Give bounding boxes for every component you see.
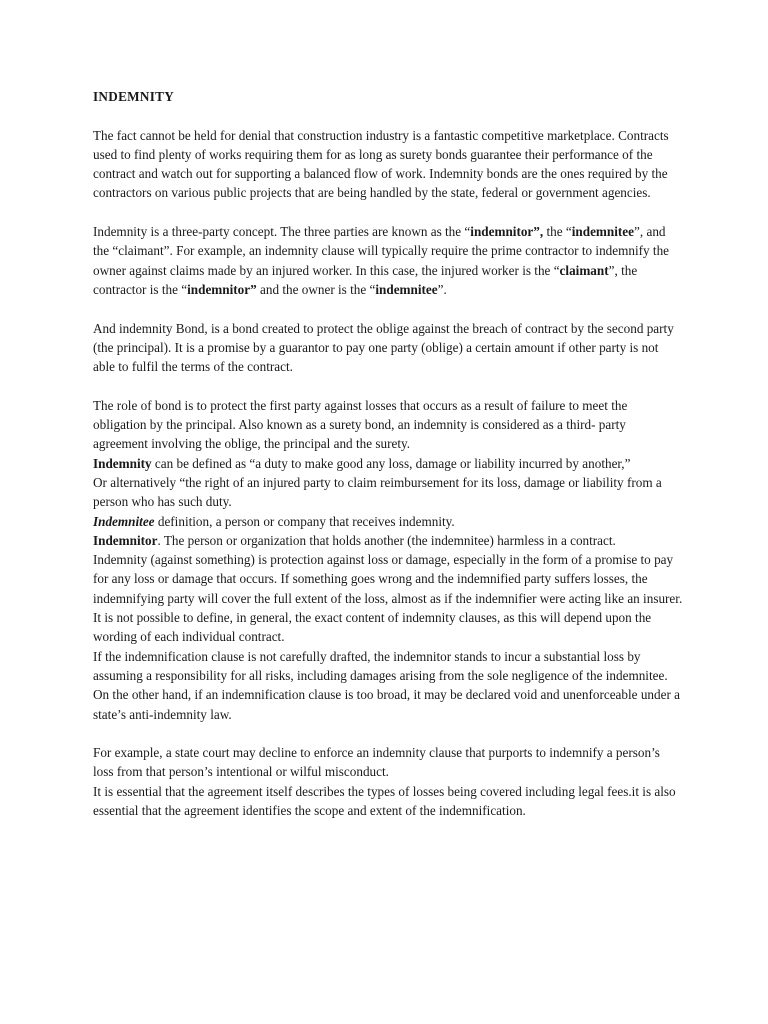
paragraph-example: For example, a state court may decline to enforce an indemnity clause that purports to indemnify a person’s loss from that person’s intentional or wilful misconduct. <box>93 745 660 780</box>
term-indemnitee: indemnitee <box>571 224 635 240</box>
text-run: definition, a person or company that receives indemnity. <box>154 513 455 529</box>
term-indemnitor: indemnitor”, <box>470 224 544 240</box>
document-page <box>93 87 683 820</box>
text-run: . The person or organization that holds another (the indemnitee) harmless in a contract. <box>157 532 616 548</box>
paragraph-gap <box>93 203 683 222</box>
paragraph-role-of-bond: The role of bond is to protect the first party against losses that occurs as a result of failure to meet the obligation by the principal. Also known as a surety bond, an indemnity is considered as a third- party agreement involving the oblige, the principal and the surety. <box>93 397 628 452</box>
term-claimant: claimant <box>559 262 609 278</box>
paragraph-gap <box>93 724 683 743</box>
paragraph-gap <box>93 299 683 318</box>
paragraph-indemnity-definition <box>93 454 683 473</box>
text-run: the “ <box>543 224 572 240</box>
text-run: and the owner is the “ <box>256 281 376 297</box>
term-indemnitor: indemnitor” <box>187 281 257 297</box>
text-run: ”, the contractor is the “ <box>93 262 638 297</box>
text-run: ”. <box>437 281 447 297</box>
paragraph-gap <box>93 376 683 395</box>
paragraph-intro: The fact cannot be held for denial that construction industry is a fantastic competitive marketplace. Contracts used to find plenty of works requiring them for as long as surety bonds guarantee their performance of the contract and watch out for supporting a balanced flow of work. Indemnity bonds are the ones required by the contractors on various public projects that are being handled by the state, federal or government agencies. <box>93 127 669 201</box>
term-indemnitee: indemnitee <box>375 281 438 297</box>
term-indemnity: Indemnity <box>93 455 152 471</box>
paragraph-protection: Indemnity (against something) is protection against loss or damage, especially in the form of a promise to pay for any loss or damage that occurs. If something goes wrong and the indemnified party suffers losses, the indemnifying party will cover the full extent of the loss, almost as if the indemnifier were acting like an insurer. It is not possible to define, in general, the exact content of indemnity clauses, as this will depend upon the wording of each individual contract. <box>93 552 683 645</box>
paragraph-indemnitor-definition <box>93 531 683 550</box>
text-run: ”, and the “claimant”. For example, an indemnity clause will typically require the prime contractor to indemnify the owner against claims made by an injured worker. In this case, the injured worker is the “ <box>93 224 670 278</box>
paragraph-indemnitee-definition <box>93 512 683 531</box>
paragraph-alternative-definition: Or alternatively “the right of an injured party to claim reimbursement for its loss, damage or liability from a person who has such duty. <box>93 474 662 510</box>
paragraph-three-party <box>93 222 683 299</box>
term-indemnitor: Indemnitor <box>93 532 158 548</box>
document-title: INDEMNITY <box>93 89 175 104</box>
paragraph-essential: It is essential that the agreement itself describes the types of losses being covered including legal fees.it is also essential that the agreement identifies the scope and extent of the indemnification. <box>93 783 676 818</box>
text-run: can be defined as “a duty to make good any loss, damage or liability incurred by another,” <box>151 455 631 471</box>
paragraph-drafting: If the indemnification clause is not carefully drafted, the indemnitor stands to incur a substantial loss by assuming a responsibility for all risks, including damages arising from the sole negligence of the indemnitee. On the other hand, if an indemnification clause is too broad, it may be declared void and unenforceable under a state’s anti-indemnity law. <box>93 648 680 722</box>
text-run: Indemnity is a three-party concept. The three parties are known as the “ <box>93 224 471 240</box>
term-indemnitee: Indemnitee <box>93 513 155 529</box>
paragraph-indemnity-bond: And indemnity Bond, is a bond created to protect the oblige against the breach of contract by the second party (the principal). It is a promise by a guarantor to pay one party (oblige) a certain amount if other party is not able to fulfil the terms of the contract. <box>93 320 674 375</box>
